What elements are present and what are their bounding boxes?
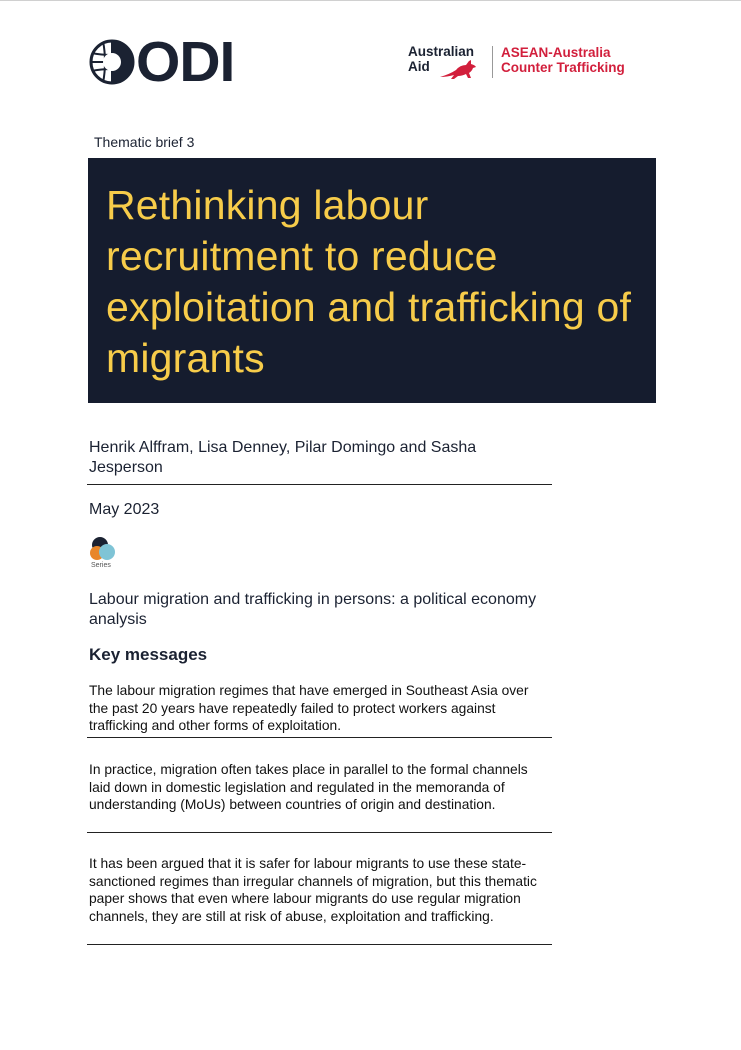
authors-divider bbox=[87, 484, 552, 485]
series-title: Labour migration and trafficking in persons: a political economy analysis bbox=[89, 591, 537, 628]
key-message-divider-3 bbox=[87, 944, 552, 945]
key-messages-heading: Key messages bbox=[89, 645, 208, 664]
key-message-1: The labour migration regimes that have emerged in Southeast Asia over the past 20 years have repeatedly failed to protect workers against trafficking and other forms of exploitation. bbox=[89, 683, 529, 733]
asean-line2: Counter Trafficking bbox=[501, 60, 625, 75]
australian-aid-line2: Aid bbox=[408, 59, 430, 74]
odi-globe-icon bbox=[89, 39, 135, 85]
brief-label: Thematic brief 3 bbox=[94, 134, 195, 150]
series-label: Series bbox=[91, 562, 111, 569]
asean-line1: ASEAN-Australia bbox=[501, 45, 611, 60]
key-message-divider-2 bbox=[87, 832, 552, 833]
partner-logos bbox=[408, 44, 625, 82]
key-message-2: In practice, migration often takes place in parallel to the formal channels laid down in domestic legislation and regulated in the memoranda of understanding (MoUs) between countries of origin and destination. bbox=[89, 762, 528, 812]
odi-logo bbox=[89, 30, 235, 94]
odi-wordmark: ODI bbox=[136, 30, 235, 94]
asean-australia-logo bbox=[501, 44, 625, 75]
key-message-3: It has been argued that it is safer for labour migrants to use these state-sanctioned regimes than irregular channels of migration, but this thematic paper shows that even where labour migrants do use regular migration channels, they are still at risk of abuse, exploitation and trafficking. bbox=[89, 856, 537, 924]
publication-date: May 2023 bbox=[89, 501, 160, 518]
australian-aid-line1: Australian bbox=[408, 44, 475, 59]
page-title: Rethinking labour recruitment to reduce exploitation and trafficking of migrants bbox=[106, 182, 632, 381]
key-message-divider-1 bbox=[87, 737, 552, 738]
partner-divider bbox=[492, 46, 493, 78]
australian-aid-logo bbox=[408, 44, 488, 82]
kangaroo-icon bbox=[438, 58, 480, 80]
authors: Henrik Alffram, Lisa Denney, Pilar Domingo and Sasha Jesperson bbox=[89, 439, 477, 476]
title-banner bbox=[88, 158, 656, 403]
page-top-edge bbox=[0, 0, 741, 1]
